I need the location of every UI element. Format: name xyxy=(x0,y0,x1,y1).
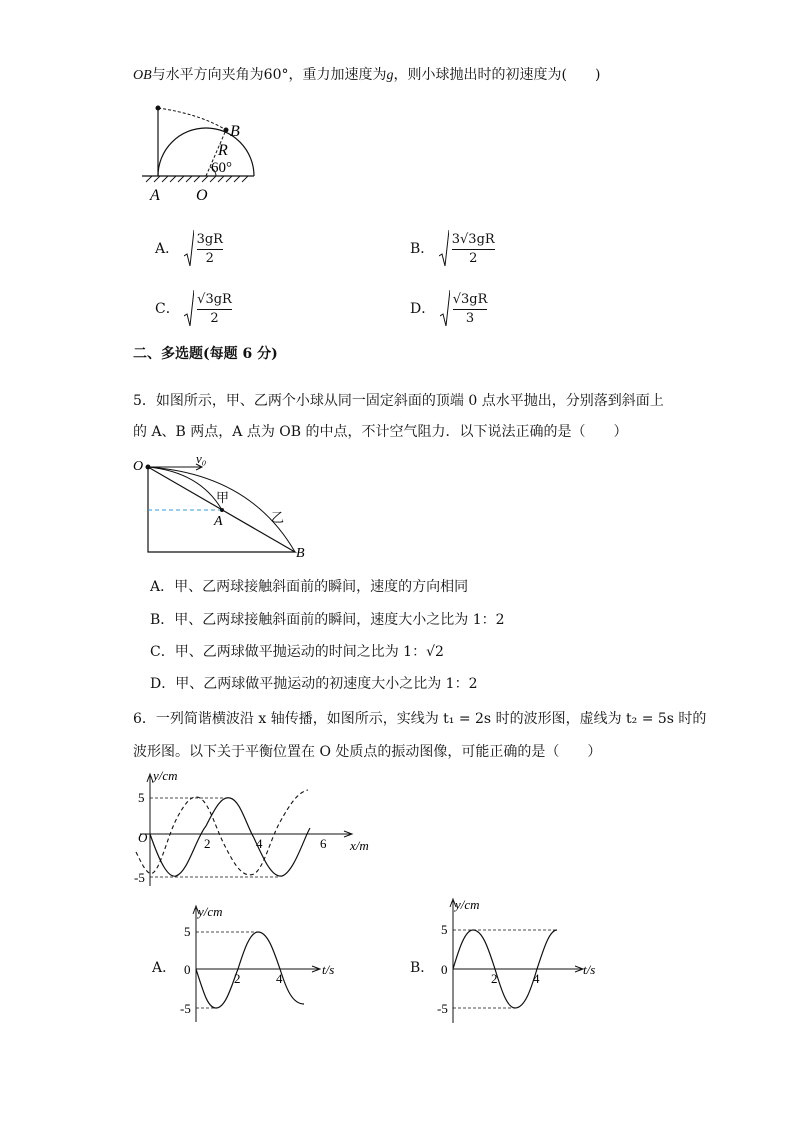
q5-option-b[interactable]: B．甲、乙两球接触斜面前的瞬间，速度大小之比为 1：2 xyxy=(150,612,505,628)
q5-label-A: A xyxy=(214,514,223,529)
q4-stem-tail: OB与水平方向夹角为60°，重力加速度为g，则小球抛出时的初速度为( ) xyxy=(133,67,601,83)
q5-line2: 的 A、B 两点，A 点为 OB 的中点，不计空气阻力．以下说法正确的是（ ） xyxy=(133,424,628,440)
q6b-ylabel: y/cm xyxy=(455,897,480,912)
sqrt-icon: √3gR 3 xyxy=(440,290,491,328)
q4-option-d[interactable]: D． √3gR 3 xyxy=(410,290,490,328)
q6-y5: 5 xyxy=(138,790,145,805)
q5-option-a[interactable]: A．甲、乙两球接触斜面前的瞬间，速度的方向相同 xyxy=(150,579,469,595)
q5-line1: 5．如图所示，甲、乙两个小球从同一固定斜面的顶端 0 点水平抛出，分别落到斜面上 xyxy=(133,393,664,409)
q6-x2: 2 xyxy=(204,836,211,851)
sqrt-icon: 3gR 2 xyxy=(184,230,226,268)
q4-label-R: R xyxy=(218,142,228,159)
q6b-xlabel: t/s xyxy=(583,962,596,977)
q6b-yneg5: -5 xyxy=(437,1001,448,1016)
sqrt-icon: √3gR 2 xyxy=(184,290,235,328)
q5-label-yi: 乙 xyxy=(271,510,285,525)
q6a-yneg5: -5 xyxy=(180,1001,191,1016)
q6a-t4: 4 xyxy=(276,971,283,986)
q6-x6: 6 xyxy=(320,836,327,851)
q4-label-O: O xyxy=(196,187,208,204)
q4-label-angle: 60° xyxy=(211,160,232,176)
q6-origin: O xyxy=(138,830,148,845)
q6-x4: 4 xyxy=(256,836,263,851)
q6-line2: 波形图。以下关于平衡位置在 O 处质点的振动图像，可能正确的是（ ） xyxy=(133,744,602,760)
q6-option-a-letter[interactable]: A． xyxy=(152,960,177,976)
q6b-t4: 4 xyxy=(533,971,540,986)
q6a-xlabel: t/s xyxy=(322,962,335,977)
sqrt-icon: 3√3gR 2 xyxy=(439,230,498,268)
q5-option-d[interactable]: D．甲、乙两球做平抛运动的初速度大小之比为 1：2 xyxy=(150,676,478,692)
q6b-y0: 0 xyxy=(441,962,448,977)
q5-label-jia: 甲 xyxy=(216,490,230,505)
q6a-y5: 5 xyxy=(184,924,191,939)
q6-option-a-graph[interactable] xyxy=(170,900,350,1025)
q6b-y5: 5 xyxy=(441,922,448,937)
section-title: 二、多选题(每题 6 分) xyxy=(133,346,278,362)
q4-label-B: B xyxy=(230,123,240,140)
q6-ylabel: y/cm xyxy=(153,768,178,783)
q6-wave-figure xyxy=(130,768,375,890)
q6-option-b-graph[interactable] xyxy=(427,895,607,1025)
q4-figure xyxy=(138,100,258,210)
q6b-t2: 2 xyxy=(491,971,498,986)
q4-option-c[interactable]: C． √3gR 2 xyxy=(155,290,235,328)
q5-label-v0: v₀ xyxy=(196,451,207,466)
q6a-t2: 2 xyxy=(234,971,241,986)
q4-label-A: A xyxy=(150,187,160,204)
q5-label-O: O xyxy=(133,459,144,474)
q4-ob: OB xyxy=(133,68,152,83)
q6a-ylabel: y/cm xyxy=(198,904,223,919)
q5-option-c[interactable]: C．甲、乙两球做平抛运动的时间之比为 1：√2 xyxy=(150,644,444,660)
q5-label-B: B xyxy=(296,546,305,561)
q5-figure xyxy=(130,450,315,565)
q6-yneg5: -5 xyxy=(134,870,145,885)
q6-line1: 6．一列简谐横波沿 x 轴传播，如图所示，实线为 t₁ = 2s 时的波形图，虚线为 t₂ = 5s 时的 xyxy=(133,711,707,727)
q6-xlabel: x/m xyxy=(350,838,369,853)
q6a-y0: 0 xyxy=(184,962,191,977)
q4-option-b[interactable]: B． 3√3gR 2 xyxy=(410,230,498,268)
q6-option-b-letter[interactable]: B． xyxy=(410,960,435,976)
q4-option-a[interactable]: A． 3gR 2 xyxy=(155,230,226,268)
